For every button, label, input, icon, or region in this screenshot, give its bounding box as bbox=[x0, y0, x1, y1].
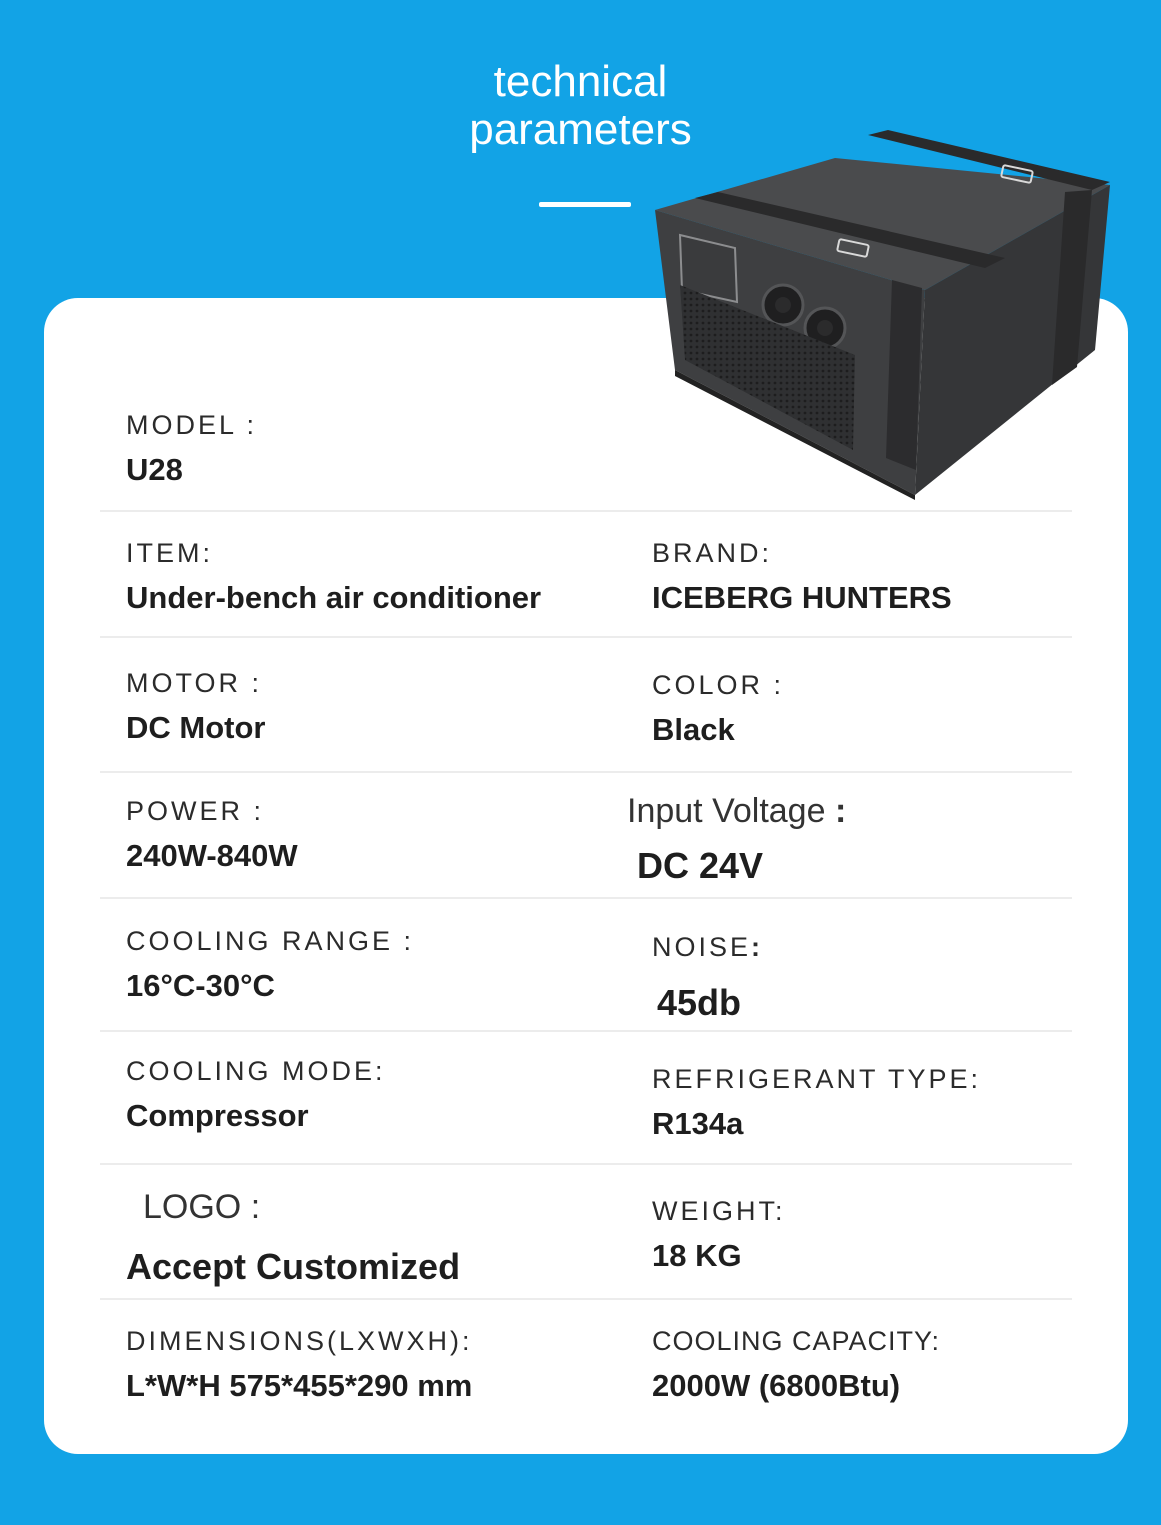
input-voltage-label-text: Input Voltage bbox=[627, 792, 826, 830]
color-label: COLOR : bbox=[652, 670, 785, 700]
noise-value: 45db bbox=[657, 982, 742, 1023]
weight-value: 18 KG bbox=[652, 1238, 742, 1273]
model-label: MODEL : bbox=[126, 410, 258, 440]
cooling-mode-label: COOLING MODE: bbox=[126, 1056, 386, 1086]
divider bbox=[100, 1030, 1072, 1032]
divider bbox=[100, 1163, 1072, 1165]
power-label: POWER : bbox=[126, 796, 265, 826]
refrigerant-label: REFRIGERANT TYPE: bbox=[652, 1064, 982, 1094]
noise-colon: : bbox=[751, 932, 764, 962]
air-conditioner-unit-icon bbox=[640, 110, 1120, 500]
title-line-2: parameters bbox=[469, 105, 692, 154]
refrigerant-value: R134a bbox=[652, 1106, 744, 1141]
dimensions-label: DIMENSIONS(LXWXH): bbox=[126, 1326, 473, 1356]
cooling-capacity-label: COOLING CAPACITY: bbox=[652, 1326, 941, 1356]
cooling-range-label: COOLING RANGE : bbox=[126, 926, 415, 956]
input-voltage-colon: : bbox=[834, 792, 847, 830]
title-underline bbox=[539, 202, 631, 207]
noise-label-text: NOISE bbox=[652, 932, 752, 962]
noise-label bbox=[652, 932, 763, 963]
logo-value: Accept Customized bbox=[126, 1246, 461, 1287]
input-voltage-label bbox=[627, 792, 846, 831]
color-value: Black bbox=[652, 712, 735, 747]
weight-label: WEIGHT: bbox=[652, 1196, 786, 1226]
brand-value: ICEBERG HUNTERS bbox=[652, 580, 952, 615]
item-value: Under-bench air conditioner bbox=[126, 580, 542, 615]
divider bbox=[100, 636, 1072, 638]
cooling-mode-value: Compressor bbox=[126, 1098, 309, 1133]
divider bbox=[100, 771, 1072, 773]
cooling-capacity-value: 2000W (6800Btu) bbox=[652, 1368, 901, 1403]
motor-value: DC Motor bbox=[126, 710, 266, 745]
dimensions-value: L*W*H 575*455*290 mm bbox=[126, 1368, 473, 1403]
divider bbox=[100, 510, 1072, 512]
item-label: ITEM: bbox=[126, 538, 213, 568]
logo-label: LOGO : bbox=[143, 1188, 261, 1226]
motor-label: MOTOR : bbox=[126, 668, 263, 698]
brand-label: BRAND: bbox=[652, 538, 773, 568]
title-line-1: technical bbox=[493, 57, 668, 106]
power-value: 240W-840W bbox=[126, 838, 298, 873]
model-value: U28 bbox=[126, 452, 183, 487]
divider bbox=[100, 897, 1072, 899]
cooling-range-value: 16°C-30°C bbox=[126, 968, 275, 1003]
divider bbox=[100, 1298, 1072, 1300]
input-voltage-value: DC 24V bbox=[637, 845, 764, 886]
